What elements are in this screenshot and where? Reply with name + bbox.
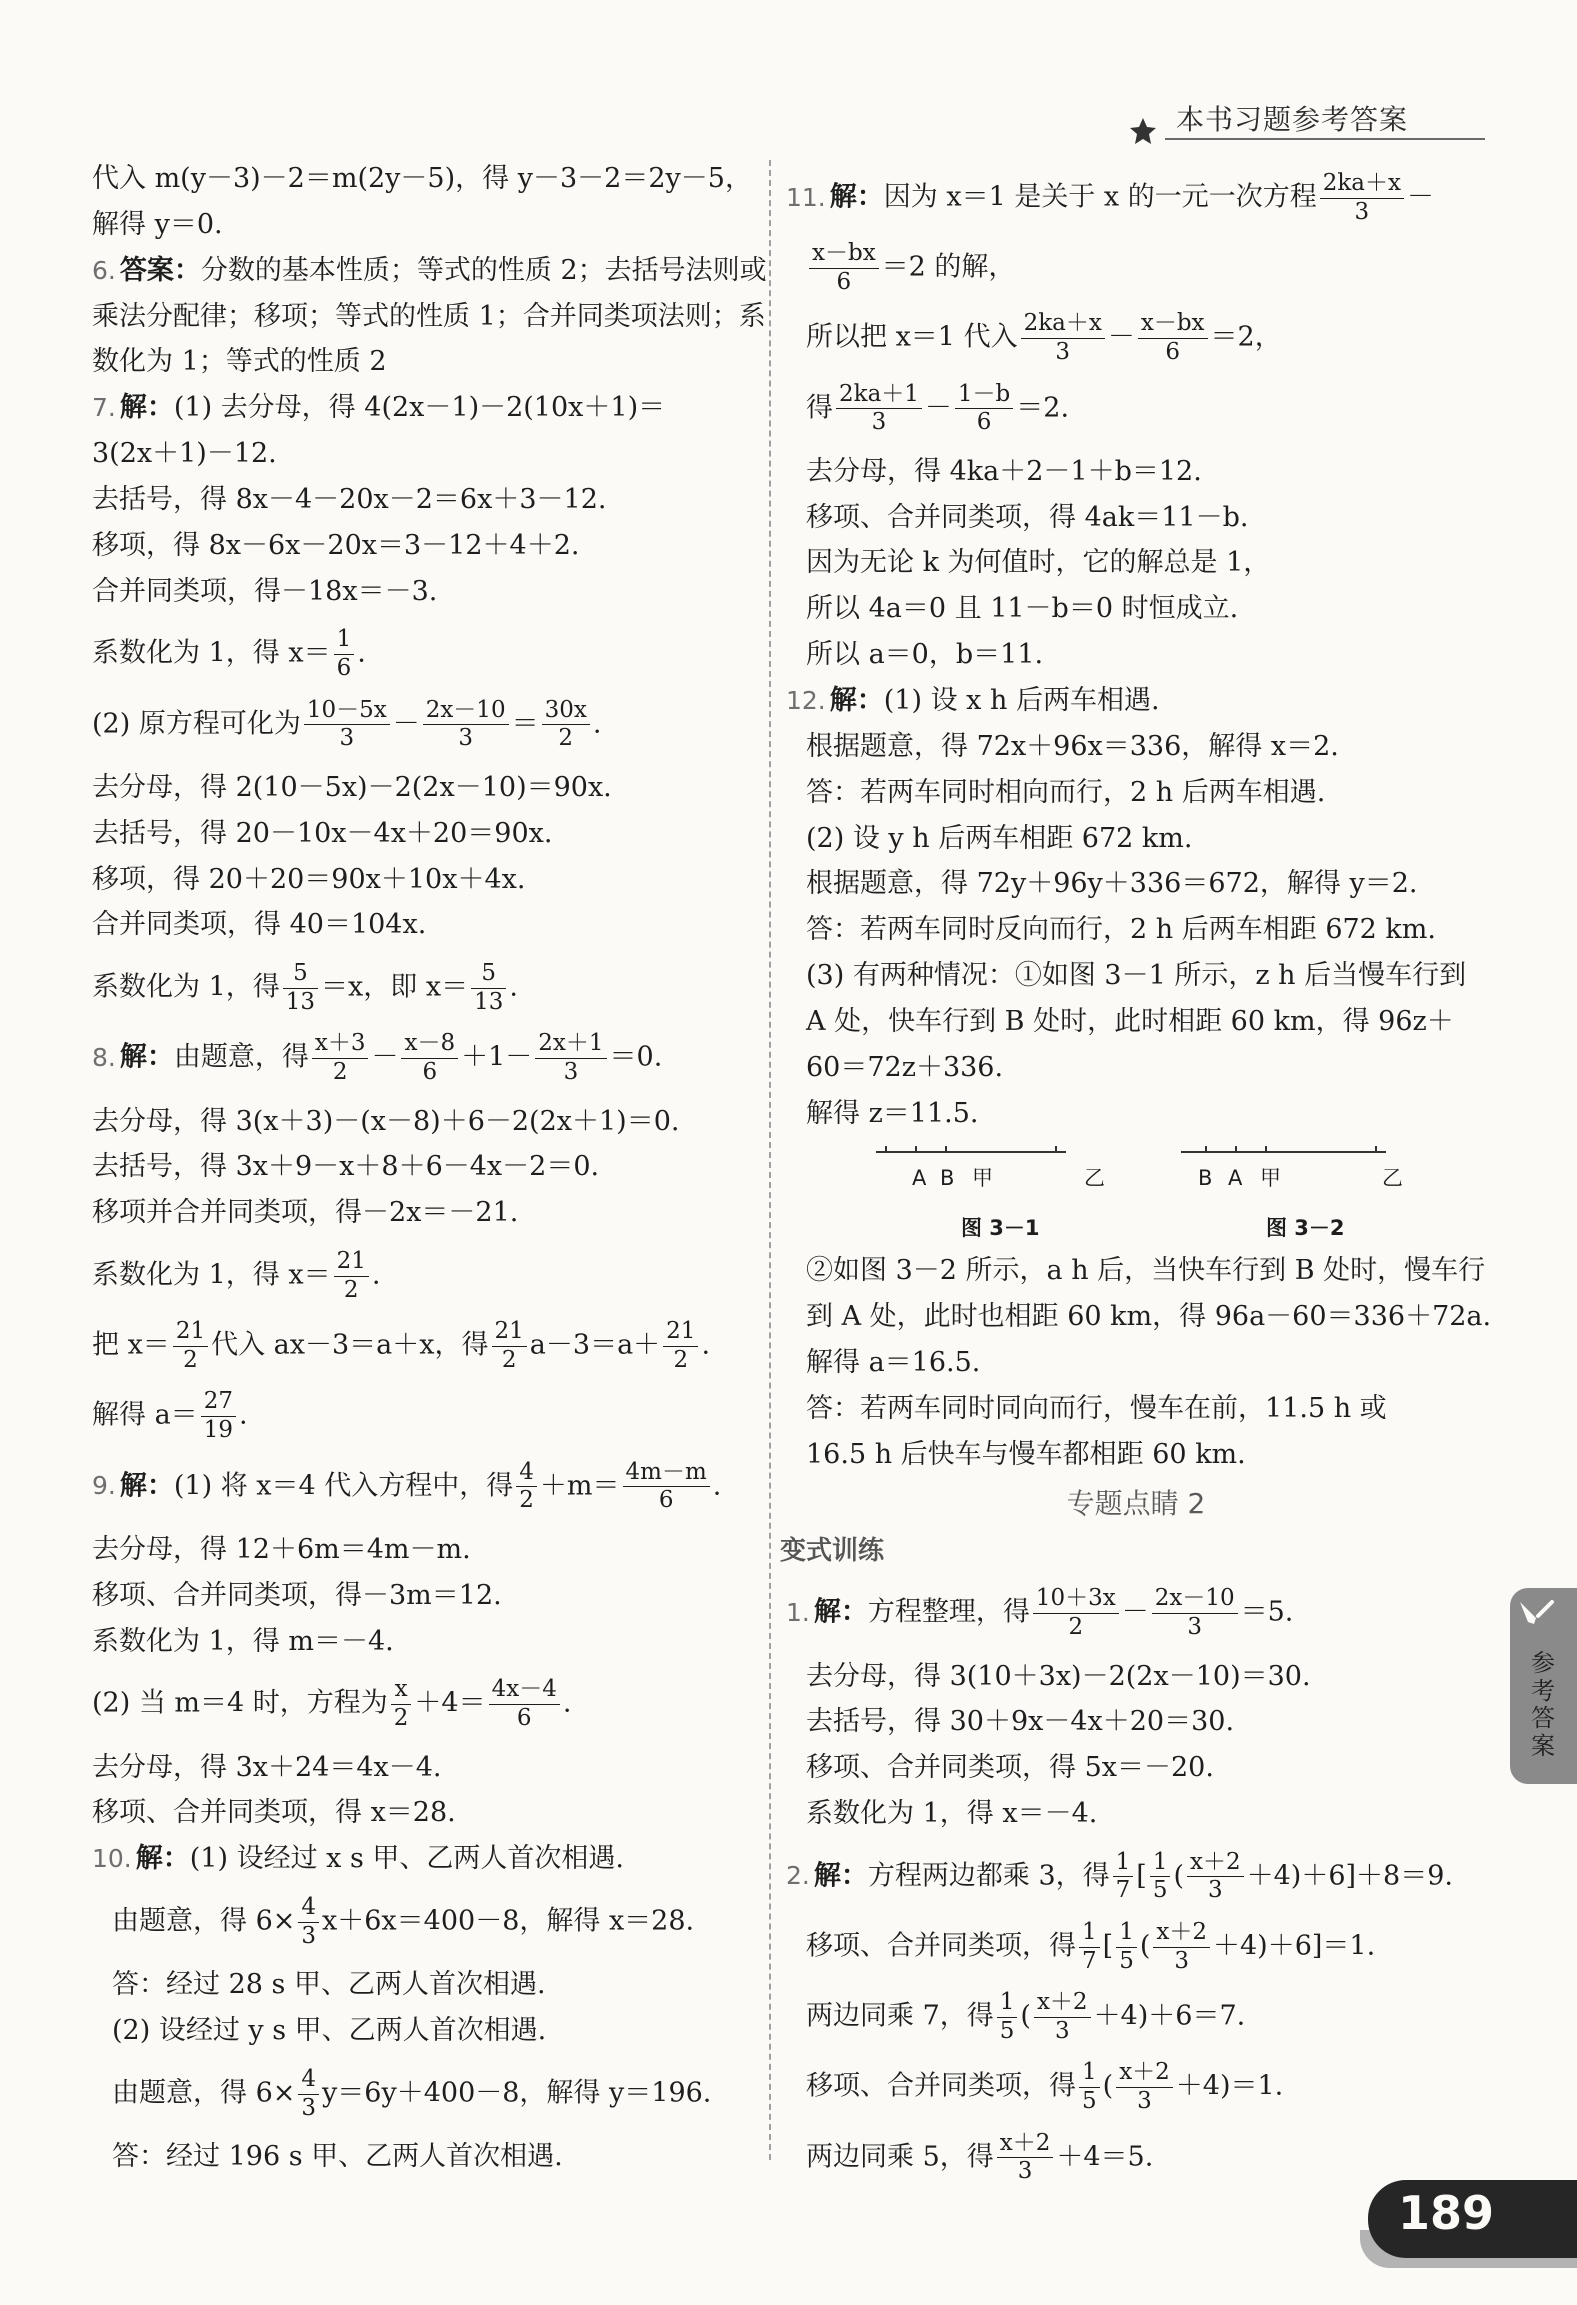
numerator: x＋2 <box>1153 1919 1210 1948</box>
answer-lead: 答案： <box>119 254 201 286</box>
equation-line <box>786 1919 1486 1975</box>
fraction <box>1079 2059 1100 2115</box>
text-line: 答：若两车同时相向而行，2 h 后两车相遇. <box>806 776 1326 808</box>
text-segment: y＝6y＋400－8，解得 y＝196. <box>322 2077 712 2109</box>
text-segment: 由题意，得 6× <box>112 1905 296 1937</box>
text-segment: ＝2， <box>1210 321 1282 353</box>
question-8 <box>92 1030 752 1086</box>
text-line: 3(2x＋1)－12. <box>92 438 277 470</box>
figure-row <box>786 1140 1486 1248</box>
text-line: 解得 z＝11.5. <box>806 1097 979 1129</box>
text-line: 移项、合并同类项，得 x＝28. <box>92 1797 456 1829</box>
text-segment: ＋4)＝1. <box>1175 2071 1284 2103</box>
question-number: 11. <box>786 182 826 212</box>
answer-lead: 解： <box>135 1843 190 1875</box>
fraction <box>836 381 922 437</box>
text-line: 答：若两车同时反向而行，2 h 后两车相距 672 km. <box>806 914 1436 946</box>
text-segment: . <box>509 971 518 1003</box>
fraction <box>663 1318 698 1374</box>
text-line: 去分母，得 2(10－5x)－2(2x－10)＝90x. <box>92 771 612 803</box>
fraction <box>201 1388 236 1444</box>
denominator: 7 <box>1115 1877 1131 1904</box>
text-line: 解得 y＝0. <box>92 208 223 240</box>
text-segment: ( <box>1102 2071 1114 2103</box>
equation-line <box>92 2066 752 2122</box>
numerator: 2ka＋1 <box>836 381 922 410</box>
denominator: 3 <box>1017 2158 1033 2185</box>
numerator: 2x－10 <box>1152 1585 1238 1614</box>
point-label-b: B <box>1198 1166 1213 1191</box>
question-number: 9. <box>92 1471 116 1501</box>
answer-lead: 解： <box>119 1470 174 1502</box>
denominator: 6 <box>976 409 992 436</box>
text-segment: 两边同乘 7，得 <box>806 2000 994 2032</box>
fraction <box>471 960 506 1016</box>
exercise-2 <box>786 1849 1486 1905</box>
fraction <box>516 1459 537 1515</box>
text-line: 去括号，得 30＋9x－4x＋20＝30. <box>806 1706 1235 1738</box>
fraction <box>1033 1585 1119 1641</box>
text-line: 移项、合并同类项，得 4ak＝11－b. <box>806 501 1249 533</box>
text-segment: x＋6x＝400－8，解得 x＝28. <box>322 1905 695 1937</box>
numerator: 2x＋1 <box>535 1030 606 1059</box>
question-number: 6. <box>92 255 116 285</box>
equation-line <box>786 2059 1486 2115</box>
text-segment: (1) 将 x＝4 代入方程中，得 <box>173 1470 514 1502</box>
denominator: 2 <box>332 1058 348 1085</box>
numerator: 1 <box>334 626 355 655</box>
text-segment: － <box>371 1041 399 1073</box>
equation-line <box>92 1388 752 1444</box>
denominator: 2 <box>673 1346 689 1373</box>
fraction <box>1187 1849 1244 1905</box>
page-number: 189 <box>1398 2186 1495 2240</box>
equation-line <box>786 310 1486 366</box>
text-segment: (1) 设 x h 后两车相遇. <box>883 684 1160 716</box>
text-line: 系数化为 1，得 x＝－4. <box>806 1798 1098 1830</box>
text-segment: 所以把 x＝1 代入 <box>806 321 1018 353</box>
numerator: 5 <box>283 960 318 989</box>
text-segment: 方程两边都乘 3，得 <box>867 1860 1110 1892</box>
text-segment: － <box>1107 321 1135 353</box>
denominator: 13 <box>285 988 316 1015</box>
denominator: 3 <box>1054 2017 1070 2044</box>
exercise-1 <box>786 1585 1486 1641</box>
text-line: 所以 a＝0，b＝11. <box>806 639 1044 671</box>
equation-line <box>92 626 752 682</box>
text-line: 去分母，得 3x＋24＝4x－4. <box>92 1751 442 1783</box>
numerator: 1－b <box>955 381 1013 410</box>
numerator: 4 <box>298 1894 319 1923</box>
text-line: 答：经过 196 s 甲、乙两人首次相遇. <box>112 2141 563 2173</box>
text-segment: 方程整理，得 <box>867 1596 1030 1628</box>
text-segment: ＋4＝5. <box>1056 2141 1154 2173</box>
numerator: 4 <box>516 1459 537 1488</box>
equation-line <box>786 381 1486 437</box>
fraction <box>298 2066 319 2122</box>
fraction <box>401 1030 458 1086</box>
fraction <box>391 1676 412 1732</box>
text-segment: ＋4＝ <box>414 1687 486 1719</box>
numerator: 2ka＋x <box>1320 170 1404 199</box>
text-line: (3) 有两种情况：①如图 3－1 所示，z h 后当慢车行到 <box>806 960 1467 992</box>
text-segment: 因为 x＝1 是关于 x 的一元一次方程 <box>883 181 1317 213</box>
text-line: 去分母，得 3(10＋3x)－2(2x－10)＝30. <box>806 1660 1311 1692</box>
numerator: 21 <box>334 1248 369 1277</box>
right-column <box>780 170 1492 2200</box>
denominator: 3 <box>1055 338 1071 365</box>
text-segment: a－3＝a＋ <box>529 1329 661 1361</box>
equation-line <box>92 960 752 1016</box>
text-segment: 两边同乘 5，得 <box>806 2141 994 2173</box>
denominator: 2 <box>519 1487 534 1514</box>
fraction <box>997 2130 1054 2186</box>
text-line: 移项，得 20＋20＝90x＋10x＋4x. <box>92 863 526 895</box>
fraction <box>283 960 318 1016</box>
question-number: 10. <box>92 1844 132 1874</box>
text-line: ②如图 3－2 所示，a h 后，当快车行到 B 处时，慢车行 <box>806 1255 1486 1287</box>
text-line: (2) 设 y h 后两车相距 672 km. <box>806 822 1193 854</box>
text-segment: 由题意，得 <box>173 1041 309 1073</box>
denominator: 19 <box>203 1417 233 1444</box>
text-line: 移项并合并同类项，得－2x＝－21. <box>92 1197 519 1229</box>
text-segment: 得 <box>806 392 833 424</box>
fraction <box>1021 310 1105 366</box>
numerator: 30x <box>542 697 590 726</box>
fraction <box>304 697 390 753</box>
text-segment: ＝2. <box>1016 392 1070 424</box>
text-segment: . <box>562 1687 572 1719</box>
answer-lead: 解： <box>829 684 884 716</box>
denominator: 2 <box>183 1346 198 1373</box>
text-segment: ＋4)＋6]＝1. <box>1212 1930 1376 1962</box>
text-segment: 把 x＝ <box>92 1329 170 1361</box>
text-segment: . <box>371 1259 381 1291</box>
text-segment: . <box>238 1400 248 1432</box>
numerator: 1 <box>1113 1849 1134 1878</box>
text-segment: － <box>392 708 420 740</box>
text-line: 系数化为 1，得 m＝－4. <box>92 1625 394 1657</box>
numerator: 21 <box>173 1318 208 1347</box>
header-title: 本书习题参考答案 <box>1176 103 1409 136</box>
fraction <box>1153 1919 1210 1975</box>
numerator: 4m－m <box>623 1459 710 1488</box>
text-segment: － <box>1121 1596 1149 1628</box>
fraction <box>623 1459 710 1515</box>
numerator: 1 <box>1150 1849 1171 1878</box>
numerator: x＋2 <box>1187 1849 1244 1878</box>
denominator: 3 <box>339 725 355 752</box>
text-segment: (1) 去分母，得 4(2x－1)－2(10x＋1)＝ <box>173 392 666 424</box>
equation-line <box>92 1676 752 1732</box>
text-segment: . <box>701 1329 711 1361</box>
fraction <box>542 697 590 753</box>
text-line: 16.5 h 后快车与慢车都相距 60 km. <box>806 1438 1246 1470</box>
fraction <box>809 240 879 296</box>
text-line: 合并同类项，得－18x＝－3. <box>92 575 438 607</box>
text-segment: . <box>592 708 602 740</box>
text-segment: ＝0. <box>609 1041 663 1073</box>
text-segment: (1) 设经过 x s 甲、乙两人首次相遇. <box>189 1843 625 1875</box>
fraction <box>1113 1849 1134 1905</box>
text-segment: 代入 ax－3＝a＋x，得 <box>211 1329 489 1361</box>
numerator: 21 <box>663 1318 698 1347</box>
denominator: 5 <box>1152 1877 1168 1904</box>
denominator: 2 <box>501 1346 517 1373</box>
denominator: 6 <box>836 268 852 295</box>
text-line: 去括号，得 20－10x－4x＋20＝90x. <box>92 817 553 849</box>
text-segment: ( <box>1020 2000 1031 2032</box>
fraction <box>423 697 509 753</box>
text-segment: 系数化为 1，得 <box>92 971 280 1003</box>
text-line: 移项，得 8x－6x－20x＝3－12＋4＋2. <box>92 529 580 561</box>
text-line: 所以 4a＝0 且 11－b＝0 时恒成立. <box>806 593 1239 625</box>
text-line: 因为无论 k 为何值时，它的解总是 1， <box>806 547 1271 579</box>
fraction <box>997 1989 1018 2045</box>
figure-caption: 图 3－2 <box>1266 1216 1345 1241</box>
text-line: 数化为 1；等式的性质 2 <box>92 346 387 378</box>
numerator: x－bx <box>809 240 879 269</box>
denominator: 3 <box>1174 1947 1189 1974</box>
left-column <box>92 158 767 2182</box>
numerator: 1 <box>1116 1919 1137 1948</box>
numerator: 27 <box>201 1388 236 1417</box>
question-number: 1. <box>786 1597 810 1627</box>
text-line: 到 A 处，此时也相距 60 km，得 96a－60＝336＋72a. <box>806 1301 1492 1333</box>
answer-lead: 解： <box>119 1041 174 1073</box>
text-segment: . <box>712 1470 722 1502</box>
numerator: 2ka＋x <box>1021 310 1105 339</box>
point-label-yi: 乙 <box>1084 1166 1105 1191</box>
numerator: x＋2 <box>997 2130 1054 2159</box>
fraction <box>334 1248 369 1304</box>
question-number: 8. <box>92 1042 116 1072</box>
numerator: 1 <box>1079 2059 1100 2088</box>
denominator: 3 <box>301 1922 317 1949</box>
text-line: 答：若两车同时同向而行，慢车在前，11.5 h 或 <box>806 1392 1387 1424</box>
numerator: x－8 <box>401 1030 458 1059</box>
numerator: x＋3 <box>312 1030 369 1059</box>
denominator: 2 <box>343 1276 359 1303</box>
equation-line <box>786 1989 1486 2045</box>
numerator: 1 <box>1079 1919 1100 1948</box>
text-segment: (2) 原方程可化为 <box>92 708 301 740</box>
denominator: 2 <box>1068 1613 1084 1640</box>
question-number: 7. <box>92 393 116 423</box>
equation-line <box>92 1248 752 1304</box>
text-segment: 由题意，得 6× <box>112 2077 296 2109</box>
text-line: 去分母，得 3(x＋3)－(x－8)＋6－2(2x＋1)＝0. <box>92 1105 680 1137</box>
text-segment: ＋4)＋6]＋8＝9. <box>1246 1860 1453 1892</box>
text-segment: 系数化为 1，得 x＝ <box>92 1259 331 1291</box>
point-label-jia: 甲 <box>972 1166 993 1191</box>
text-line: 根据题意，得 72x＋96x＝336，解得 x＝2. <box>806 730 1339 762</box>
denominator: 6 <box>516 1704 532 1731</box>
text-line: 代入 m(y－3)－2＝m(2y－5)，得 y－3－2＝2y－5， <box>92 163 752 194</box>
numerator: x－bx <box>1138 310 1208 339</box>
denominator: 5 <box>999 2017 1015 2044</box>
fraction <box>1138 310 1208 366</box>
text-line: A 处，快车行到 B 处时，此时相距 60 km，得 96z＋ <box>806 1005 1454 1037</box>
text-segment: ＋m＝ <box>539 1470 620 1502</box>
denominator: 6 <box>658 1487 674 1514</box>
fraction <box>312 1030 369 1086</box>
text-line: 去括号，得 8x－4－20x－2＝6x＋3－12. <box>92 483 607 515</box>
text-line: 去分母，得 12＋6m＝4m－m. <box>92 1533 471 1565</box>
point-label-a: A <box>1228 1166 1243 1191</box>
answer-lead: 解： <box>119 392 174 424</box>
section-title: 专题点睛 2 <box>1066 1486 1206 1520</box>
numerator: x＋2 <box>1116 2059 1173 2088</box>
text-line: 去括号，得 3x＋9－x＋8＋6－4x－2＝0. <box>92 1151 600 1183</box>
text-segment: ＝2 的解， <box>881 251 1016 283</box>
question-10 <box>92 1838 752 1880</box>
text-segment: ＝5. <box>1240 1596 1294 1628</box>
fraction <box>298 1894 319 1950</box>
question-7 <box>92 387 752 429</box>
denominator: 13 <box>474 988 504 1015</box>
numerator: 1 <box>997 1989 1018 2018</box>
text-segment: ＋4)＋6＝7. <box>1093 2000 1246 2032</box>
equation-line <box>786 2130 1486 2186</box>
numerator: 5 <box>471 960 506 989</box>
equation-line <box>92 1318 752 1374</box>
fraction <box>955 381 1013 437</box>
text-line: 乘法分配律；移项；等式的性质 1；合并同类项法则；系 <box>92 300 766 332</box>
column-divider <box>769 160 771 2160</box>
denominator: 3 <box>871 409 887 436</box>
denominator: 6 <box>422 1058 438 1085</box>
text-line: 移项、合并同类项，得 5x＝－20. <box>806 1752 1214 1784</box>
text-line: 去分母，得 4ka＋2－1＋b＝12. <box>806 455 1202 487</box>
answer-lead: 解： <box>829 181 884 213</box>
fraction <box>1116 2059 1173 2115</box>
text-segment: ( <box>1139 1930 1151 1962</box>
text-line: 移项、合并同类项，得－3m＝12. <box>92 1579 502 1611</box>
text-segment: － <box>1407 181 1434 213</box>
text-segment: ＝ <box>511 708 539 740</box>
answer-lead: 解： <box>813 1860 868 1892</box>
text-segment: . <box>357 638 366 670</box>
text-line: 60＝72z＋336. <box>806 1051 1004 1083</box>
point-label-jia: 甲 <box>1260 1166 1281 1191</box>
equation-line <box>786 240 1486 296</box>
point-label-yi: 乙 <box>1382 1166 1403 1191</box>
header-rule <box>1165 138 1485 140</box>
numerator: 10＋3x <box>1033 1585 1119 1614</box>
denominator: 3 <box>458 725 473 752</box>
denominator: 3 <box>563 1058 579 1085</box>
denominator: 5 <box>1119 1947 1134 1974</box>
fraction <box>173 1318 208 1374</box>
text-line: 答：经过 28 s 甲、乙两人首次相遇. <box>112 1969 546 2001</box>
numerator: x＋2 <box>1034 1989 1091 2018</box>
point-label-a: A <box>912 1166 927 1191</box>
text-line: 解得 a＝16.5. <box>806 1347 981 1379</box>
denominator: 3 <box>1187 1613 1202 1640</box>
denominator: 5 <box>1082 2088 1097 2115</box>
text-segment: ＋1－ <box>461 1041 533 1073</box>
fraction <box>1320 170 1404 226</box>
text-segment: 系数化为 1，得 x＝ <box>92 638 331 670</box>
question-number: 2. <box>786 1861 810 1891</box>
fraction <box>1079 1919 1100 1975</box>
text-segment: [ <box>1136 1860 1147 1892</box>
text-segment: ( <box>1173 1860 1184 1892</box>
question-11 <box>786 170 1486 226</box>
fraction <box>492 1318 527 1374</box>
text-segment: 移项、合并同类项，得 <box>806 1930 1076 1962</box>
text-segment: ＝x，即 x＝ <box>321 971 469 1003</box>
numerator: 2x－10 <box>423 697 509 726</box>
text-segment: － <box>924 392 952 424</box>
point-label-b: B <box>940 1166 955 1191</box>
text-line: 合并同类项，得 40＝104x. <box>92 909 427 941</box>
denominator: 2 <box>558 725 574 752</box>
text-segment: [ <box>1102 1930 1114 1962</box>
pen-icon <box>1514 1594 1558 1638</box>
question-9 <box>92 1459 752 1515</box>
fraction <box>489 1676 560 1732</box>
denominator: 3 <box>1207 1877 1223 1904</box>
question-number: 12. <box>786 685 826 715</box>
numerator: 10－5x <box>304 697 390 726</box>
denominator: 6 <box>336 655 352 682</box>
text-segment: 分数的基本性质；等式的性质 2；去括号法则或 <box>200 254 767 286</box>
answer-lead: 解： <box>813 1596 868 1628</box>
figure-caption: 图 3－1 <box>961 1216 1040 1241</box>
text-line: 根据题意，得 72y＋96y＋336＝672，解得 y＝2. <box>806 868 1418 900</box>
question-6 <box>92 250 767 292</box>
fraction <box>1034 1989 1091 2045</box>
fraction <box>1116 1919 1137 1975</box>
text-line: (2) 设经过 y s 甲、乙两人首次相遇. <box>112 2015 547 2047</box>
text-segment: (2) 当 m＝4 时，方程为 <box>92 1687 388 1719</box>
numerator: 4 <box>298 2066 319 2095</box>
denominator: 2 <box>393 1704 409 1731</box>
equation-line <box>92 1894 752 1950</box>
fraction <box>535 1030 606 1086</box>
text-segment: 移项、合并同类项，得 <box>806 2071 1076 2103</box>
equation-line <box>92 697 752 753</box>
text-segment: 解得 a＝ <box>92 1400 198 1432</box>
star-icon <box>1128 116 1158 146</box>
denominator: 3 <box>1137 2088 1152 2115</box>
question-12 <box>786 680 1486 722</box>
subsection-title: 变式训练 <box>780 1536 885 1567</box>
fraction <box>334 626 355 682</box>
numerator: x <box>391 1676 412 1705</box>
fraction <box>1152 1585 1238 1641</box>
denominator: 3 <box>1354 198 1370 225</box>
side-tab-label: 参考答案 <box>1531 1649 1555 1760</box>
numerator: 4x－4 <box>489 1676 560 1705</box>
numerator: 21 <box>492 1318 527 1347</box>
denominator: 6 <box>1165 338 1180 365</box>
denominator: 7 <box>1082 1947 1097 1974</box>
fraction <box>1150 1849 1171 1905</box>
denominator: 3 <box>301 2094 317 2121</box>
